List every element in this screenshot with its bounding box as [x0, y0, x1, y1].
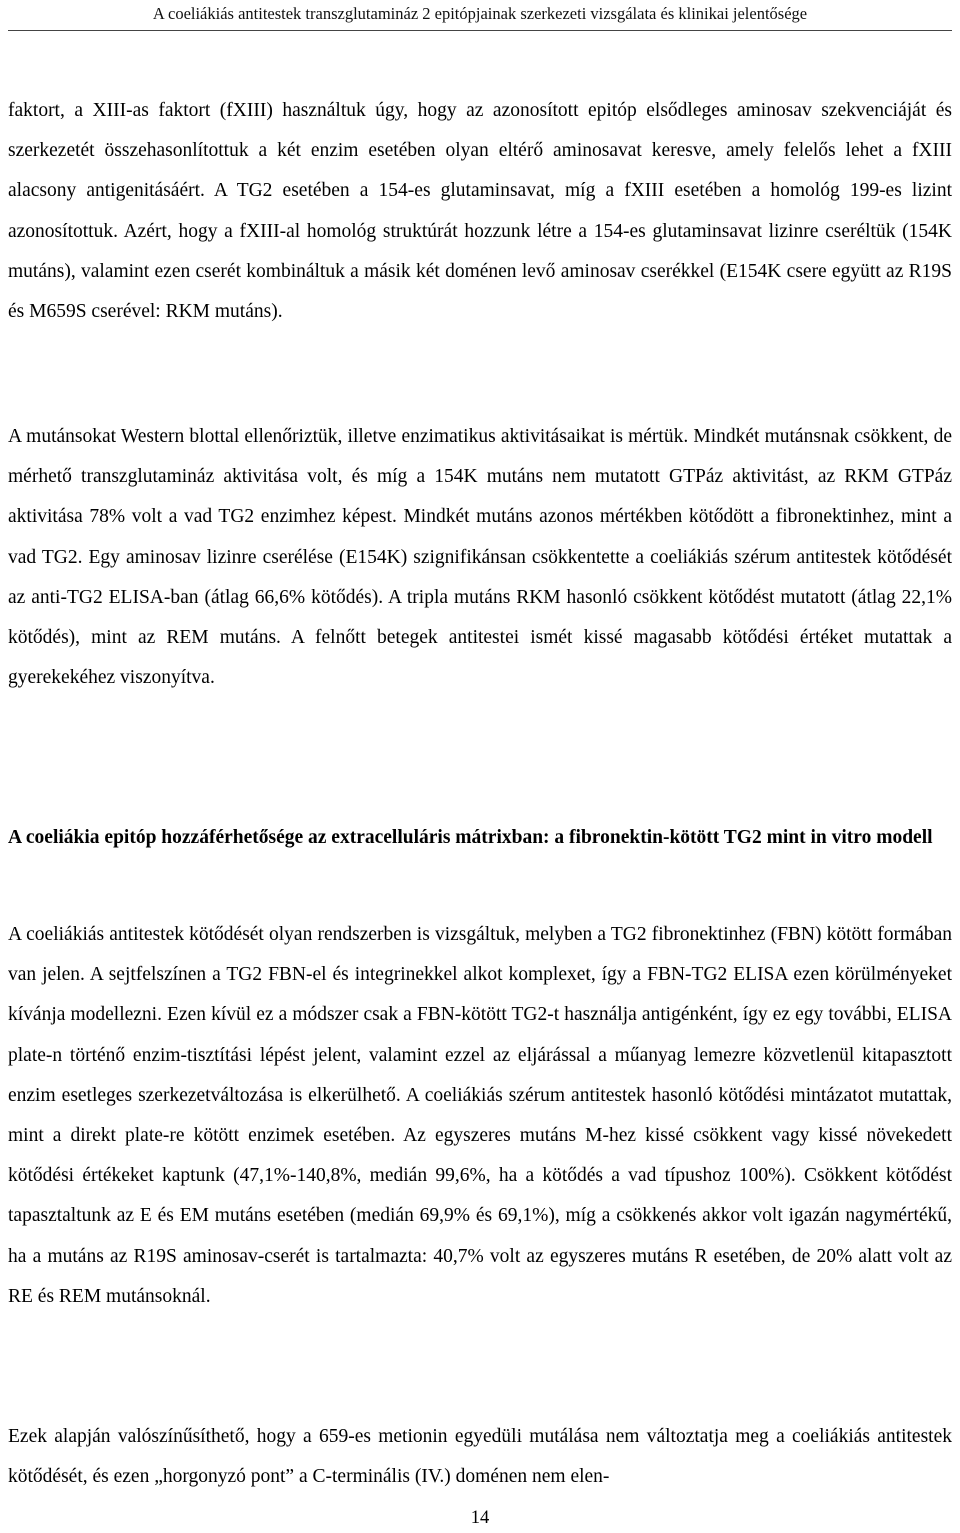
paragraph-mutant-design: faktort, a XIII-as faktort (fXIII) használtuk úgy, hogy az azonosított epitóp elsődleges aminosav szekvenciáját és szerkezetét összehasonlítottuk a két enzim esetében olyan eltérő aminosavat keresve, amely felelős lehet a fXIII alacsony antigenitásáért. A TG2 esetében a 154-es glutaminsavat, míg a fXIII esetében a homológ 199-es lizint azonosítottuk. Azért, hogy a fXIII-al homológ struktúrát hozzunk létre a 154-es glutaminsavat lizinre cseréltük (154K mutáns), valamint ezen cserét kombináltuk a másik két doménen levő aminosav cserékkel (E154K csere együtt az R19S és M659S cserével: RKM mutáns). [8, 100, 952, 323]
section-heading: A coeliákia epitóp hozzáférhetősége az extracelluláris mátrixban: a fibronektin-kötött TG2 mint in vitro modell [8, 827, 933, 848]
paragraph-fbn-elisa: A coeliákiás antitestek kötődését olyan rendszerben is vizsgáltuk, melyben a TG2 fibronektinhez (FBN) kötött formában van jelen. A sejtfelszínen a TG2 FBN-el és integrinekkel alkot komplexet, így a FBN-TG2 ELISA ezen körülményeket kívánja modellezni. Ezen kívül ez a módszer csak a FBN-kötött TG2-t használja antigénként, így ez egy további, ELISA plate-n történő enzim-tisztítási lépést jelent, valamint ezzel az eljárással a műanyag lemezre közvetlenül kitapasztott enzim esetleges szerkezetváltozása is elkerülhető. A coeliákiás szérum antitestek hasonló kötődési mintázatot mutattak, mint a direkt plate-re kötött enzimek esetében. Az egyszeres mutáns M-hez kissé csökkent vagy kissé növekedett kötődési értékeket kaptunk (47,1%-140,8%, medián 99,6%, ha a kötődés a vad típushoz 100%). Csökkent kötődést tapasztaltunk az E és EM mutáns esetében (medián 69,9% és 69,1%), míg a csökkenés akkor volt igazán nagymértékű, ha a mutáns az R19S aminosav-cserét is tartalmazta: 40,7% volt az egyszeres mutáns R esetében, de 20% alatt volt az RE és REM mutánsoknál. [8, 924, 952, 1307]
paragraph-mutant-results: A mutánsokat Western blottal ellenőriztük, illetve enzimatikus aktivitásaikat is mértük. Mindkét mutánsnak csökkent, de mérhető transzglutamináz aktivitása volt, és míg a 154K mutáns nem mutatott GTPáz aktivitást, az RKM GTPáz aktivitása 78% volt a vad TG2 enzimhez képest. Mindkét mutáns azonos mértékben kötődött a fibronektinhez, mint a vad TG2. Egy aminosav lizinre cserélése (E154K) szignifikánsan csökkentette a coeliákiás szérum antitestek kötődését az anti-TG2 ELISA-ban (átlag 66,6% kötődés). A tripla mutáns RKM hasonló csökkent kötődést mutatott (átlag 22,1% kötődés), mint az REM mutáns. A felnőtt betegek antitestei ismét kissé magasabb kötődési értéket mutattak a gyerekekéhez viszonyítva. [8, 426, 952, 689]
running-header: A coeliákiás antitestek transzglutamináz 2 epitópjainak szerkezeti vizsgálata és klinikai jelentősége [152, 4, 808, 23]
header-divider [8, 30, 952, 31]
paragraph-conclusion: Ezek alapján valószínűsíthető, hogy a 659-es metionin egyedüli mutálása nem változtatja meg a coeliákiás antitestek kötődését, és ezen „horgonyzó pont” a C-terminális (IV.) doménen nem elen- [8, 1426, 952, 1488]
page-number: 14 [470, 1508, 490, 1528]
